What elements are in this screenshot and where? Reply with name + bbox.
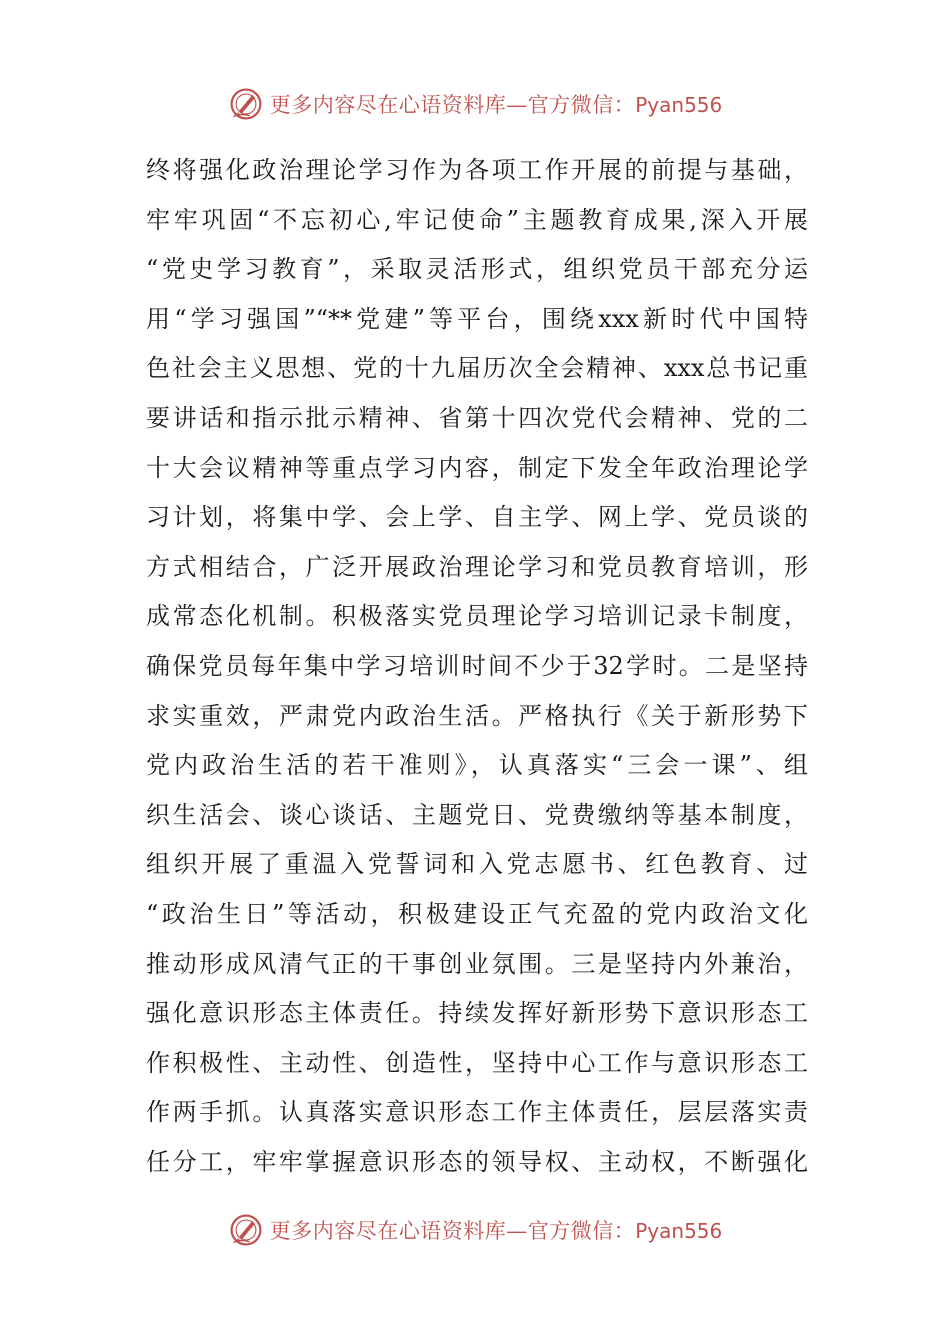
- document-body: [146, 146, 808, 1187]
- body-line-12: 求实重效，严肃党内政治生活。严格执行《关于新形势下: [146, 701, 808, 730]
- body-line-19: 作积极性、主动性、创造性，坚持中心工作与意识形态工: [146, 1048, 808, 1077]
- body-line-20: 作两手抓。认真落实意识形态工作主体责任，层层落实责: [146, 1098, 808, 1127]
- seal-logo-icon: [228, 1212, 264, 1248]
- body-line-2: 牢牢巩固“不忘初心,牢记使命”主题教育成果,深入开展: [146, 205, 808, 234]
- body-line-4: 用“学习强国”“**党建”等平台，围绕xxx新时代中国特: [146, 304, 808, 333]
- body-line-10: 成常态化机制。积极落实党员理论学习培训记录卡制度，: [146, 602, 808, 631]
- body-line-21: 任分工，牢牢掌握意识形态的领导权、主动权，不断强化: [146, 1147, 808, 1176]
- header-wechat-id: Pyan556: [635, 93, 723, 117]
- seal-logo-icon: [228, 86, 264, 122]
- body-line-9: 方式相结合，广泛开展政治理论学习和党员教育培训，形: [146, 552, 808, 581]
- body-line-5: 色社会主义思想、党的十九届历次全会精神、xxx总书记重: [146, 354, 808, 383]
- body-line-18: 强化意识形态主体责任。持续发挥好新形势下意识形态工: [146, 999, 808, 1028]
- header-watermark-banner: [0, 84, 950, 124]
- body-line-3: “党史学习教育”，采取灵活形式，组织党员干部充分运: [146, 255, 808, 284]
- body-line-1: 终将强化政治理论学习作为各项工作开展的前提与基础，: [146, 156, 808, 184]
- body-line-15: 组织开展了重温入党誓词和入党志愿书、红色教育、过: [146, 850, 808, 879]
- footer-watermark-banner: [0, 1210, 950, 1250]
- body-line-11: 确保党员每年集中学习培训时间不少于32学时。二是坚持: [146, 651, 808, 680]
- body-line-13: 党内政治生活的若干准则》，认真落实“三会一课”、组: [146, 751, 808, 780]
- body-line-6: 要讲话和指示批示精神、省第十四次党代会精神、党的二: [146, 403, 808, 432]
- footer-watermark-text: 更多内容尽在心语资料库—官方微信：Pyan556: [269, 1219, 723, 1243]
- body-line-7: 十大会议精神等重点学习内容，制定下发全年政治理论学: [146, 453, 808, 482]
- header-watermark-text: 更多内容尽在心语资料库—官方微信：Pyan556: [269, 93, 723, 117]
- footer-wechat-id: Pyan556: [635, 1219, 723, 1243]
- body-line-14: 织生活会、谈心谈话、主题党日、党费缴纳等基本制度，: [146, 800, 808, 829]
- body-line-17: 推动形成风清气正的干事创业氛围。三是坚持内外兼治，: [146, 949, 808, 978]
- body-line-16: “政治生日”等活动，积极建设正气充盈的党内政治文化: [146, 899, 808, 928]
- body-line-8: 习计划，将集中学、会上学、自主学、网上学、党员谈的: [146, 503, 808, 532]
